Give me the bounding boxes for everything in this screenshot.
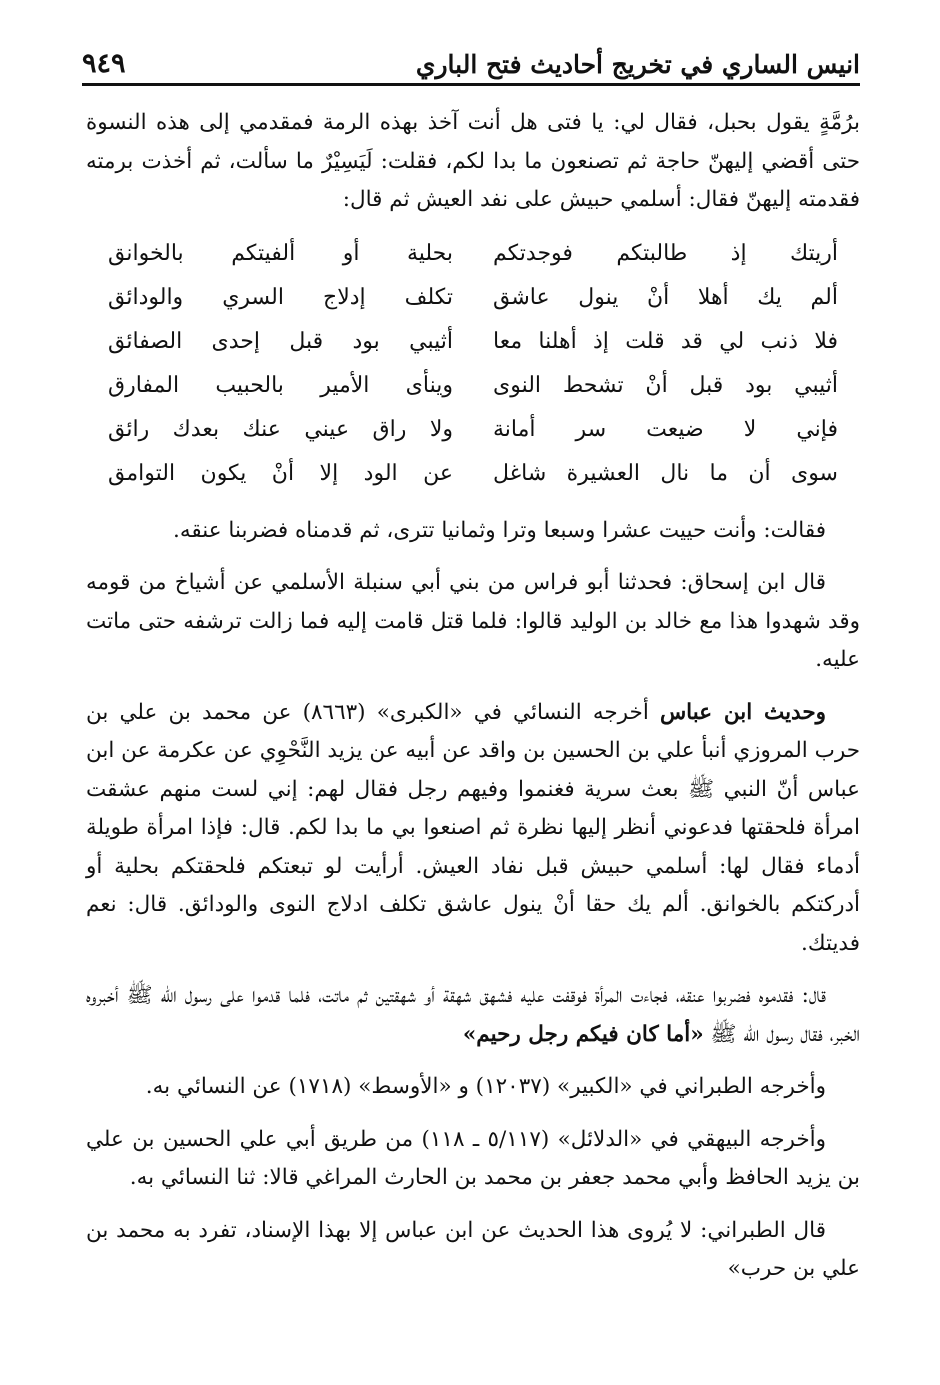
intro-line: برُمَّةٍ يقول بحبل، فقال لي: يا فتى هل أنت آخذ بهذه الرمة فمقدمي إلى هذه النسوة حتى: [86, 110, 860, 174]
verse-hemistich-right: ألم يك أهلا أنْ ينول عاشق: [493, 284, 838, 310]
verse-hemistich-left: بحلية أو ألفيتكم بالخوانق: [108, 240, 453, 266]
verse-hemistich-right: فلا ذنب لي قد قلت إذ أهلنا معا: [493, 328, 838, 354]
verse-hemistich-left: وينأى الأمير بالحبيب المفارق: [108, 372, 453, 398]
verse-hemistich-left: عن الود إلا أنْ يكون التوامق: [108, 460, 453, 486]
paragraph-tabarani: وأخرجه الطبراني في «الكبير» (١٢٠٣٧) و «الأوسط» (١٧١٨) عن النسائي به.: [145, 1074, 826, 1099]
poem-verses: [86, 232, 860, 496]
page-number: ٩٤٩: [82, 48, 126, 79]
verse-hemistich-right: أثيبي بود قبل أنْ تشحط النوى: [493, 372, 838, 398]
paragraph-ibn-ishaq: قال ابن إسحاق: فحدثنا أبو فراس من بني أبي سنبلة الأسلمي عن أشياخ من قومه وقد شهدوا هذا مع خالد بن الوليد قالوا: فلما قتل قامت إليه فما زالت ترشفه حتى ماتت عليه.: [86, 570, 860, 672]
paragraph-text: أخرجه النسائي في «الكبرى» (٨٦٦٣) عن محمد بن علي بن حرب المروزي أنبأ علي بن الحسين بن واقد عن أبيه عن يزيد النَّحْوِي عن عكرمة عن ابن عباس أنّ النبي ﷺ بعث سرية فغنموا وفيهم رجل فقال لهم: إني لست منهم عشقت امرأة فلحقتها فدعوني أنظر إليها نظرة ثم اصنعوا بي ما بدا لكم. قال: فإذا امرأة طويلة أدماء فقال لها: أسلمي حبيش قبل نفاد العيش. أرأيت لو تبعتكم فلحقتكم بحلية أو أدركتكم بالخوانق. ألم يك حقا أنْ ينول عاشق تكلف ادلاج النوى والودائق. قال: نعم فديتك.: [86, 699, 860, 956]
running-header: [82, 40, 860, 86]
paragraph-fqalat: فقالت: وأنت حييت عشرا وسبعا وترا وثمانيا تترى، ثم قدمناه فضربنا عنقه.: [173, 517, 826, 543]
page-body: [86, 104, 860, 1289]
verse-hemistich-left: ولا راق عيني عنك بعدك رائق: [108, 416, 453, 442]
intro-line: أقضي إليهنّ حاجة ثم تصنعون ما بدا لكم، فقلت: لَيَسِيْرٌ ما سألت، ثم أخذت برمته: [86, 148, 815, 174]
hadith-heading: وحديث ابن عباس: [659, 699, 827, 725]
paragraph-text: قال: فقدموه فضربوا عنقه، فجاءت المرأة فوقفت عليه فشهق شهقة أو شهقتين ثم ماتت، فلما قدموا على رسول الله ﷺ أخبروه الخبر، فقال رسول الله ﷺ: [86, 983, 860, 1047]
paragraph-qala: [86, 977, 860, 1054]
prophet-quote: «أما كان فيكم رجل رحيم»: [462, 1021, 704, 1047]
paragraph-ibn-abbas: [86, 694, 860, 964]
paragraph-qala-tabarani: قال الطبراني: لا يُروى هذا الحديث عن ابن عباس إلا بهذا الإسناد، تفرد به محمد بن علي بن حرب»: [86, 1217, 860, 1281]
intro-line: فقدمته إليهنّ فقال: أسلمي حبيش على نفد العيش ثم قال:: [342, 187, 860, 212]
verse-hemistich-right: سوى أن ما نال العشيرة شاغل: [493, 460, 838, 486]
paragraph-bayhaqi: وأخرجه البيهقي في «الدلائل» (٥/١١٧ ـ ١١٨) من طريق أبي علي الحسين بن علي بن يزيد الحافظ وأبي محمد جعفر بن محمد بن الحارث المراغي قالا: ثنا النسائي به.: [86, 1126, 860, 1190]
verse-hemistich-right: أريتك إذ طالبتكم فوجدتكم: [493, 240, 838, 266]
verse-hemistich-left: أثيبي بود قبل إحدى الصفائق: [108, 328, 453, 354]
verse-hemistich-left: تكلف إدلاج السري والودائق: [108, 284, 453, 310]
intro-paragraph: [86, 104, 860, 220]
book-title: انيس الساري في تخريج أحاديث فتح الباري: [415, 50, 860, 79]
verse-hemistich-right: فإني لا ضيعت سر أمانة: [493, 416, 838, 442]
